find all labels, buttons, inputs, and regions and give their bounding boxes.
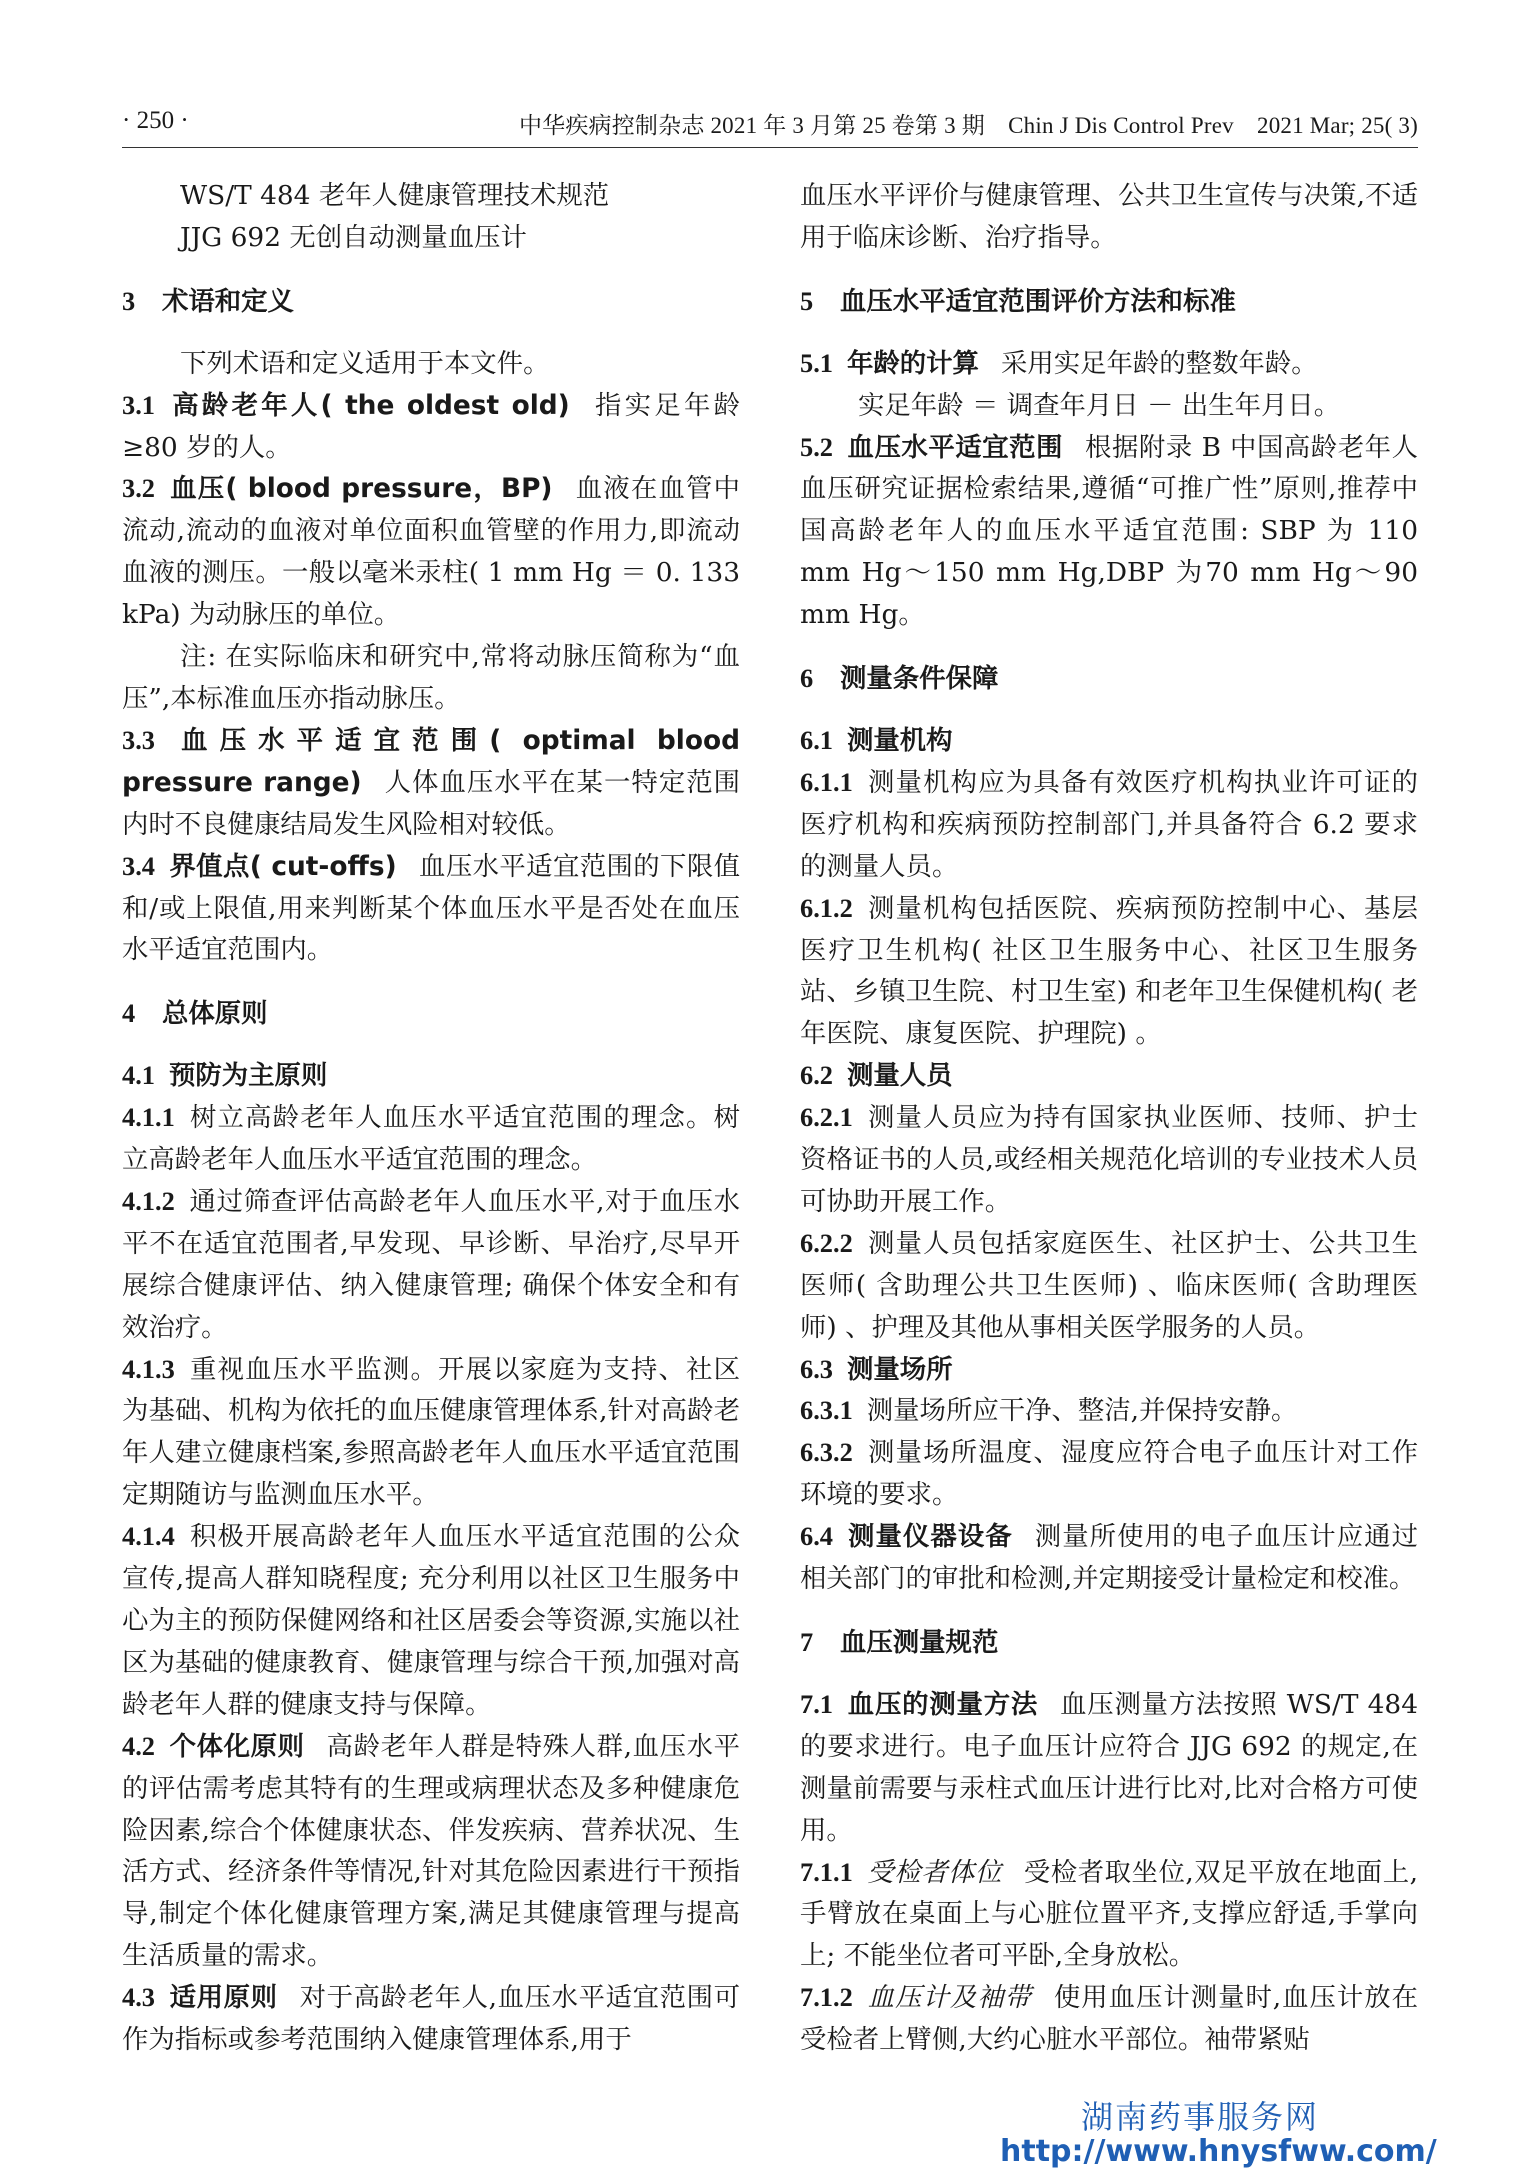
clause-6-2-1: 6.2.1 测量人员应为持有国家执业医师、技师、护士资格证书的人员,或经相关规范化培训的专业技术人员可协助开展工作。 — [800, 1102, 1418, 1217]
note: 注: 在实际临床和研究中,常将动脉压简称为“血压”,本标准血压亦指动脉压。 — [122, 641, 740, 714]
subsection-heading: 6.2 测量人员 — [800, 1060, 953, 1092]
running-header — [122, 105, 1418, 148]
clause-4-1-2: 4.1.2 通过筛查评估高龄老年人血压水平,对于血压水平不在适宜范围者,早发现、早诊断、早治疗,尽早开展综合健康评估、纳入健康管理; 确保个体安全和有效治疗。 — [122, 1185, 740, 1343]
page-number: · 250 · — [122, 107, 189, 134]
clause-6-1-2: 6.1.2 测量机构包括医院、疾病预防控制中心、基层医疗卫生机构( 社区卫生服务中心、社区卫生服务站、乡镇卫生院、村卫生室) 和老年卫生保健机构( 老年医院、康复医院、护理院) 。 — [800, 892, 1418, 1050]
paragraph: 下列术语和定义适用于本文件。 — [180, 347, 550, 379]
section-heading: 7 血压测量规范 — [800, 1627, 999, 1658]
watermark-site-name: 湖南药事服务网 — [1080, 2098, 1319, 2136]
clause-4-1-4: 4.1.4 积极开展高龄老年人血压水平适宜范围的公众宣传,提高人群知晓程度; 充分利用以社区卫生服务中心为主的预防保健网络和社区居委会等资源,实施以社区为基础的健康教育、健康管理与综合干预,加强对高龄老年人群的健康支持与保障。 — [122, 1521, 740, 1720]
definition-3-4: 3.4 界值点( cut-offs) 血压水平适宜范围的下限值和/或上限值,用来判断某个体血压水平是否处在血压水平适宜范围内。 — [122, 850, 741, 966]
section-heading: 6 测量条件保障 — [800, 663, 999, 695]
watermark — [1000, 2098, 1437, 2169]
clause-5-2: 5.2 血压水平适宜范围 根据附录 B 中国高龄老年人血压研究证据检索结果,遵循“可推广性”原则,推荐中国高龄老年人的血压水平适宜范围: SBP 为 110 mm Hg～150 mm Hg,DBP 为70 mm Hg～90 mm Hg。 — [800, 431, 1419, 631]
right-column — [800, 175, 1418, 2061]
clause-6-1-1: 6.1.1 测量机构应为具备有效医疗机构执业许可证的医疗机构和疾病预防控制部门,并具备符合 6.2 要求的测量人员。 — [800, 766, 1418, 882]
clause-5-1: 5.1 年龄的计算 采用实足年龄的整数年龄。 — [800, 347, 1318, 379]
journal-citation: 中华疾病控制杂志 2021 年 3 月第 25 卷第 3 期 Chin J Dis Control Prev 2021 Mar; 25( 3) — [518, 113, 1418, 138]
section-heading: 3 术语和定义 — [122, 285, 294, 317]
formula: 实足年龄 ＝ 调查年月日 － 出生年月日。 — [858, 389, 1341, 421]
clause-6-3-2: 6.3.2 测量场所温度、湿度应符合电子血压计对工作环境的要求。 — [800, 1437, 1418, 1511]
paragraph-continued: 血压水平评价与健康管理、公共卫生宣传与决策,不适用于临床诊断、治疗指导。 — [800, 180, 1418, 253]
watermark-url[interactable]: http://www.hnysfww.com/ — [1000, 2134, 1437, 2169]
reference: JJG 692 无创自动测量血压计 — [180, 221, 527, 253]
clause-4-3: 4.3 适用原则 对于高龄老年人,血压水平适宜范围可作为指标或参考范围纳入健康管理体系,用于 — [122, 1982, 740, 2056]
definition-3-3: 3.3 血压水平适宜范围( optimal blood pressure range) 人体血压水平在某一特定范围内时不良健康结局发生风险相对较低。 — [122, 724, 741, 840]
clause-6-3-1: 6.3.1 测量场所应干净、整洁,并保持安静。 — [800, 1395, 1298, 1427]
section-heading: 4 总体原则 — [122, 998, 268, 1030]
clause-4-1-1: 4.1.1 树立高龄老年人血压水平适宜范围的理念。树立高龄老年人血压水平适宜范围的理念。 — [122, 1102, 740, 1176]
clause-7-1: 7.1 血压的测量方法 血压测量方法按照 WS/T 484 的要求进行。电子血压计应符合 JJG 692 的规定,在测量前需要与汞柱式血压计进行比对,比对合格方可使用。 — [800, 1688, 1418, 1846]
subsection-heading: 6.1 测量机构 — [800, 724, 953, 756]
clause-7-1-2: 7.1.2 血压计及袖带 使用血压计测量时,血压计放在受检者上臂侧,大约心脏水平部位。袖带紧贴 — [800, 1982, 1419, 2056]
clause-4-2: 4.2 个体化原则 高龄老年人群是特殊人群,血压水平的评估需考虑其特有的生理或病理状态及多种健康危险因素,综合个体健康状态、伴发疾病、营养状况、生活方式、经济条件等情况,针对其危险因素进行干预指导,制定个体化健康管理方案,满足其健康管理与提高生活质量的需求。 — [122, 1730, 740, 1972]
subsection-heading: 4.1 预防为主原则 — [122, 1060, 328, 1092]
reference: WS/T 484 老年人健康管理技术规范 — [180, 180, 610, 211]
definition-3-1: 3.1 高龄老年人( the oldest old) 指实足年龄≥80 岁的人。 — [122, 389, 740, 463]
clause-7-1-1: 7.1.1 受检者体位 受检者取坐位,双足平放在地面上,手臂放在桌面上与心脏位置平齐,支撑应舒适,手掌向上; 不能坐位者可平卧,全身放松。 — [800, 1856, 1419, 1972]
clause-6-2-2: 6.2.2 测量人员包括家庭医生、社区护士、公共卫生医师( 含助理公共卫生医师) 、临床医师( 含助理医师) 、护理及其他从事相关医学服务的人员。 — [800, 1227, 1418, 1343]
clause-6-4: 6.4 测量仪器设备 测量所使用的电子血压计应通过相关部门的审批和检测,并定期接受计量检定和校准。 — [800, 1521, 1419, 1595]
definition-3-2: 3.2 血压( blood pressure，BP) 血液在血管中流动,流动的血液对单位面积血管壁的作用力,即流动血液的测压。一般以毫米汞柱( 1 mm Hg ＝ 0. 133 kPa) 为动脉压的单位。 — [122, 473, 741, 631]
section-heading: 5 血压水平适宜范围评价方法和标准 — [800, 285, 1236, 317]
subsection-heading: 6.3 测量场所 — [800, 1353, 953, 1385]
clause-4-1-3: 4.1.3 重视血压水平监测。开展以家庭为支持、社区为基础、机构为依托的血压健康管理体系,针对高龄老年人建立健康档案,参照高龄老年人血压水平适宜范围定期随访与监测血压水平。 — [122, 1353, 740, 1511]
left-column — [122, 175, 740, 2061]
